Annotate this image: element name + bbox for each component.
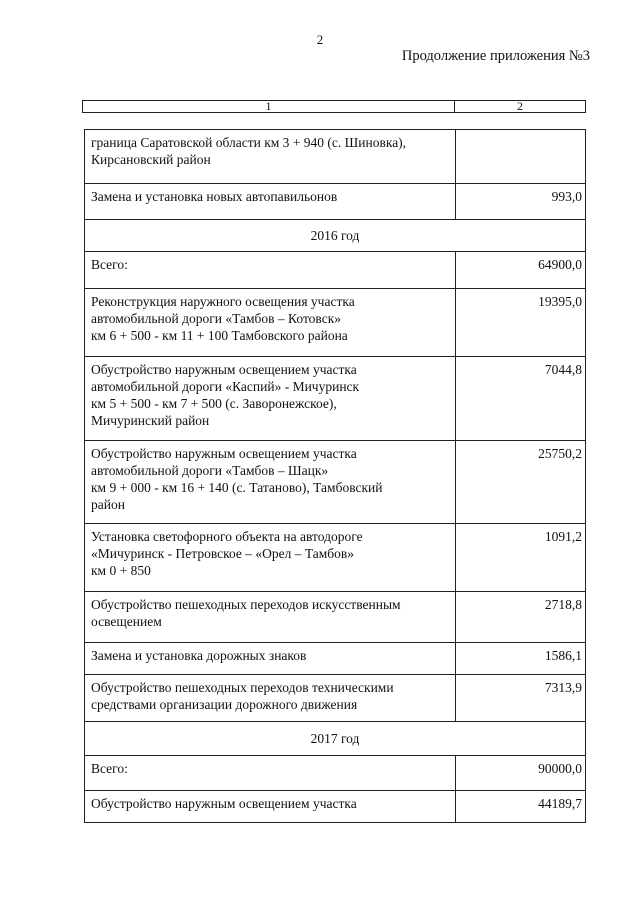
- item-amount: [456, 130, 586, 184]
- item-amount: 1091,2: [456, 524, 586, 592]
- item-amount: 1586,1: [456, 643, 586, 675]
- table-row: [85, 130, 586, 184]
- description-line: автомобильной дороги «Тамбов – Котовск»: [91, 311, 342, 326]
- table-row: [85, 252, 586, 289]
- table-row: [85, 184, 586, 220]
- description-line: км 0 + 850: [91, 563, 151, 578]
- table-row: [85, 756, 586, 791]
- item-amount: 90000,0: [456, 756, 586, 791]
- column-header-row: [83, 101, 586, 113]
- item-description: [85, 130, 456, 184]
- description-line: автомобильной дороги «Каспий» - Мичуринск: [91, 379, 360, 394]
- budget-table-body: [85, 130, 586, 823]
- item-amount: 7044,8: [456, 357, 586, 441]
- description-line: км 9 + 000 - км 16 + 140 (с. Татаново), Тамбовский: [91, 480, 383, 495]
- description-line: район: [91, 497, 125, 512]
- item-amount: 44189,7: [456, 791, 586, 823]
- description-line: освещением: [91, 614, 162, 629]
- item-description: [85, 441, 456, 524]
- description-line: Реконструкция наружного освещения участка: [91, 294, 355, 309]
- table-row: [85, 643, 586, 675]
- item-description: [85, 643, 456, 675]
- description-line: км 6 + 500 - км 11 + 100 Тамбовского района: [91, 328, 348, 343]
- item-amount: 2718,8: [456, 592, 586, 643]
- item-description: [85, 289, 456, 357]
- description-line: Замена и установка дорожных знаков: [91, 648, 307, 663]
- table-row: [85, 675, 586, 722]
- description-line: Всего:: [91, 761, 128, 776]
- description-line: средствами организации дорожного движения: [91, 697, 358, 712]
- item-amount: 993,0: [456, 184, 586, 220]
- description-line: Замена и установка новых автопавильонов: [91, 189, 338, 204]
- item-description: [85, 791, 456, 823]
- table-row: [85, 592, 586, 643]
- description-line: Всего:: [91, 257, 128, 272]
- description-line: граница Саратовской области км 3 + 940 (с. Шиновка),: [91, 135, 407, 150]
- item-description: [85, 184, 456, 220]
- description-line: км 5 + 500 - км 7 + 500 (с. Заворонежское),: [91, 396, 337, 411]
- description-line: Обустройство пешеходных переходов техническими: [91, 680, 394, 695]
- page-number: 2: [316, 32, 324, 47]
- description-line: Обустройство наружным освещением участка: [91, 362, 357, 377]
- item-description: [85, 524, 456, 592]
- section-row: [85, 722, 586, 756]
- item-amount: 64900,0: [456, 252, 586, 289]
- description-line: Кирсановский район: [91, 152, 211, 167]
- description-line: Обустройство пешеходных переходов искусственным: [91, 597, 401, 612]
- item-description: [85, 357, 456, 441]
- item-amount: 19395,0: [456, 289, 586, 357]
- budget-table: [84, 129, 586, 823]
- description-line: Обустройство наружным освещением участка: [91, 446, 357, 461]
- description-line: Обустройство наружным освещением участка: [91, 796, 357, 811]
- section-row: [85, 220, 586, 252]
- table-row: [85, 791, 586, 823]
- appendix-title: Продолжение приложения №3: [401, 48, 590, 64]
- column-header-table: [82, 100, 586, 113]
- item-description: [85, 252, 456, 289]
- column-header-1: 1: [83, 101, 455, 113]
- table-row: [85, 441, 586, 524]
- item-amount: 7313,9: [456, 675, 586, 722]
- column-header-2: 2: [455, 101, 586, 113]
- section-heading: 2017 год: [85, 722, 586, 756]
- table-row: [85, 357, 586, 441]
- item-description: [85, 675, 456, 722]
- description-line: «Мичуринск - Петровское – «Орел – Тамбов»: [91, 546, 355, 561]
- item-description: [85, 756, 456, 791]
- description-line: автомобильной дороги «Тамбов – Шацк»: [91, 463, 329, 478]
- section-heading: 2016 год: [85, 220, 586, 252]
- table-row: [85, 289, 586, 357]
- description-line: Мичуринский район: [91, 413, 210, 428]
- item-description: [85, 592, 456, 643]
- item-amount: 25750,2: [456, 441, 586, 524]
- description-line: Установка светофорного объекта на автодороге: [91, 529, 363, 544]
- table-row: [85, 524, 586, 592]
